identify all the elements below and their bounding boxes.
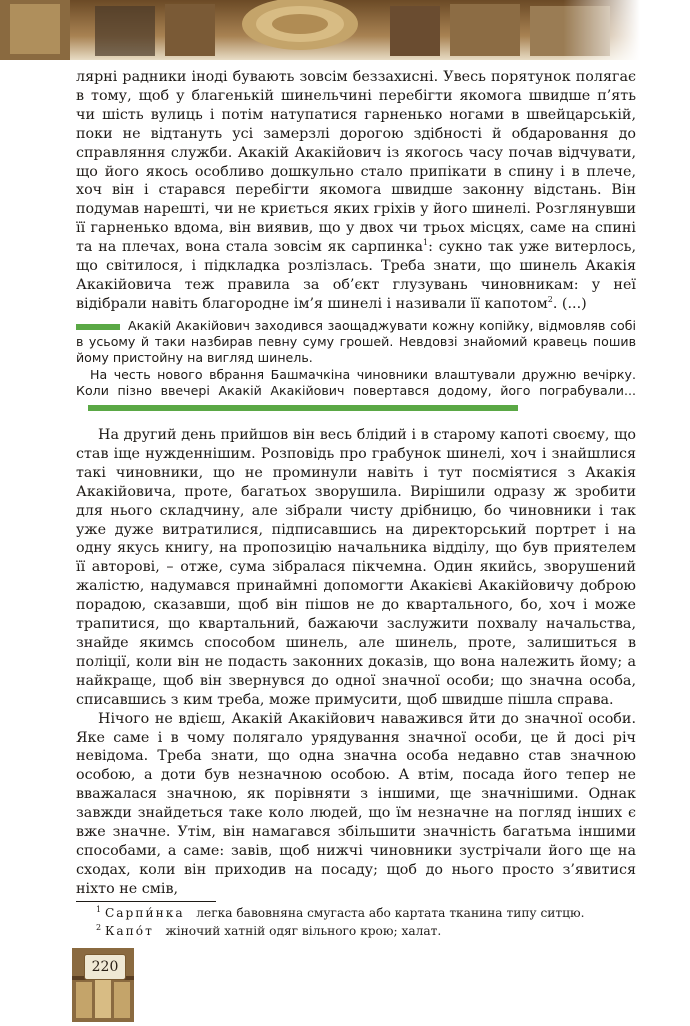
footnote-divider: [76, 901, 216, 902]
paragraph: На другий день прийшов він весь блідий і в старому капоті своєму, що став іще нужденнішим. Розповідь про грабунок шинелі, хоч і знайшлися такі чиновники, що не проминули навіть і тут посміятися з Акакія Акакійовича, проте, багатьох зворушила. Вирішили одразу ж зробити для нього складчину, але зібрали чисту дрібницю, бо чиновники і так уже дуже витратилися, підписавшись на директорський портрет і на одну якусь книгу, на пропозицію начальника відділу, що був приятелем її авторові, – отже, сума зібралася пікчемна. Один якийсь, зворушений жалістю, надумався принаймні допомогти Акакієві Акакійовичу доброю порадою, сказавши, щоб він пішов не до квартального, бо, хоч і може трапитися, що квартальний, бажаючи заслужити похвалу начальства, знайде якимсь способом шинель, але шинель, проте, залишиться в поліції, коли він не подасть законних доказів, що вона належить йому; а найкраще, щоб він звернувся до одної значної особи; що значна особа, списавшись з ким треба, може примусити, щоб швидше пішла справа.: [76, 427, 636, 708]
footnote-definition: жіночий хатній одяг вільного крою; халат.: [165, 924, 442, 938]
footnote-item: [76, 922, 636, 940]
footnote-mark: 2: [96, 922, 102, 932]
summary-text: На честь нового вбрання Башмачкіна чиновники влаштували дружню вечірку. Коли пізно ввечері Акакій Акакійович повертався додому, його пограбували...: [76, 366, 636, 398]
plot-summary-box: [76, 318, 636, 415]
paragraph-text: лярні радники іноді бувають зовсім беззахисні. Увесь порятунок полягає в тому, щоб у благенькій шинельчині перебігти якомога швидше п’ять чи шість вулиць і потім натупатися гарненько ногами в швейцарській, поки не відтануть усі замерзлі дорогою здібності й обдаровання до справляння служби. Акакій Акакійович із якогось часу почав відчувати, що його якось особливо дошкульно стало припікати в спину і в плече, хоч він і старався перебігти якомога швидше законну відстань. Він подумав нарешті, чи не криється яких гріхів у його шинелі. Розглянувши її гарненько вдома, він виявив, що у двох чи трьох місцях, саме на спині та на плечах, вона стала зовсім як сарпинка: [76, 69, 636, 256]
footnote-mark: 1: [96, 904, 102, 914]
paragraph: Нічого не вдієш, Акакій Акакійович наважився йти до значної особи. Яке саме і в чому полягало урядування значної особи, це й досі річ невідома. Треба знати, що одна значна особа недавно став значною особою, а доти був незначною особою. А втім, посада його тепер не вважалася значною, як порівняти з іншими, ще значнішими. Однак завжди знайдеться таке коло людей, що їм незначне на погляд інших є вже значне. Утім, він намагався збільшити значність багатьма іншими способами, а саме: завів, щоб нижчі чиновники зустрічали його ще на сходах, коли він приходив на посаду; щоб до нього просто з’явитися ніхто не смів,: [76, 710, 636, 897]
footnotes: [76, 901, 636, 940]
footnote-term: Капо́т: [104, 924, 154, 938]
footnote-definition: легка бавовняна смугаста або картата тканина типу ситцю.: [196, 906, 585, 920]
page-number: 220: [84, 954, 126, 980]
footnote-term: Сарпи́нка: [104, 906, 185, 920]
text-section-bottom: [76, 426, 636, 899]
header-ornament-banner: [0, 0, 640, 60]
text-paragraph-top: [76, 68, 636, 314]
green-accent-bar: [88, 405, 518, 411]
footnote-ref-2[interactable]: 2: [547, 295, 553, 305]
footnote-ref-1[interactable]: 1: [423, 238, 429, 248]
green-accent-bar: [76, 324, 120, 330]
summary-text: Акакій Акакійович заходився заощаджувати кожну копійку, відмовляв собі в усьому й таки назбирав певну суму грошей. Невдовзі знайомий кравець пошив йому пристойну на вигляд шинель.: [76, 318, 636, 366]
footnote-item: [76, 904, 636, 922]
paragraph-text: . (...): [552, 295, 587, 312]
paragraph-text: : сукно так уже витерлось, що світилося, і підкладка розлізлась. Треба знати, що шинель Акакія Акакійовича теж правила за об’єкт глузувань чиновникам: у неї відібрали навіть благородне ім’я шинелі і називали її капотом: [76, 239, 636, 312]
